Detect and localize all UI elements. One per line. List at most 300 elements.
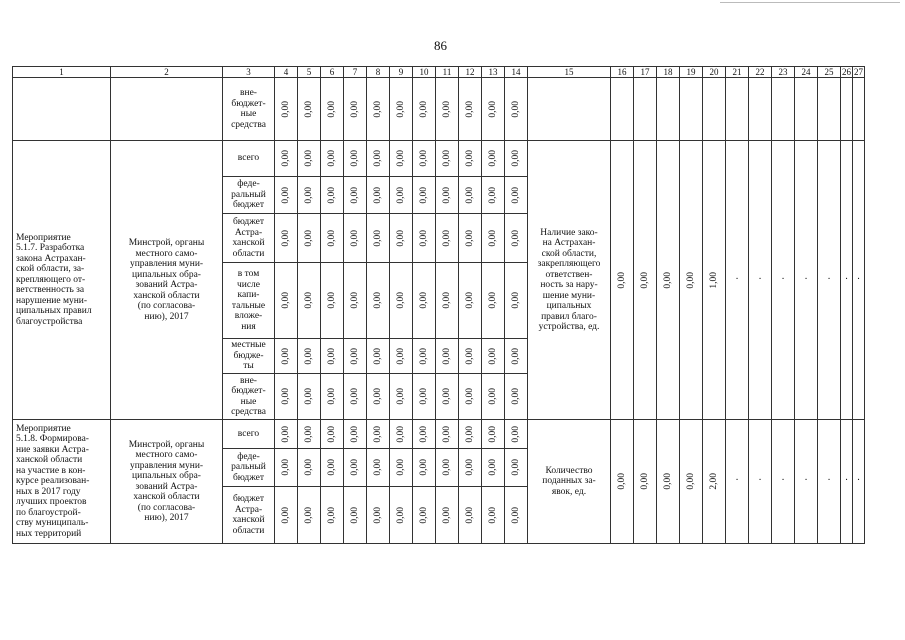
target-dot: [726, 141, 749, 420]
value-cell: [413, 420, 436, 449]
event-5-1-7-indicator-text: Наличие зако- на Астрахан- ской области, закрепляющего ответствен- ность за нару- шение муни- ципальных правил благо- устройства, ед.: [537, 227, 601, 332]
source-label: [223, 420, 275, 449]
value-cell: [275, 214, 298, 263]
event-5-1-7-name-text: Мероприятие 5.1.7. Разработка закона Астрахан- ской области, за- крепляющего от- ветственность за нарушение муни- ципальных правил благоустройства: [16, 232, 92, 327]
table-row: [13, 141, 865, 177]
value-cell-text: 0,00: [349, 292, 360, 309]
value-cell-text: 0,00: [303, 347, 314, 365]
value-cell-text: 0,00: [487, 425, 498, 443]
value-cell: [390, 339, 413, 374]
col-header-10-text: 10: [419, 67, 429, 77]
value-cell-text: 0,00: [303, 506, 314, 524]
event-5-1-8-indicator: [528, 420, 611, 544]
value-cell-text: 0,00: [303, 100, 314, 118]
target-dot: [818, 420, 841, 544]
col-header-7: [344, 67, 367, 78]
value-cell: [344, 177, 367, 214]
value-cell: [390, 141, 413, 177]
col-header-20: [703, 67, 726, 78]
value-cell-text: 0,00: [280, 229, 291, 247]
value-cell: [367, 339, 390, 374]
col-header-23-text: 23: [778, 67, 788, 77]
target-dot-text: ·: [735, 273, 739, 285]
budget-table: [12, 66, 865, 544]
value-cell-text: 0,00: [326, 506, 337, 524]
value-cell: [298, 177, 321, 214]
col-header-11: [436, 67, 459, 78]
col-header-16-text: 16: [617, 67, 627, 77]
value-cell-text: 0,00: [441, 459, 452, 476]
col-header-7-text: 7: [352, 67, 358, 77]
target-dot-text: ·: [844, 475, 849, 487]
value-cell-text: 0,00: [372, 292, 383, 309]
source-label-text: вне- бюджет- ные средства: [231, 375, 266, 417]
col-header-8: [367, 67, 390, 78]
value-cell: [321, 420, 344, 449]
target-dot: [772, 141, 795, 420]
col-header-26-text: 26: [842, 67, 851, 77]
target-value: [657, 420, 680, 544]
source-label: [223, 339, 275, 374]
value-cell-text: 0,00: [372, 186, 383, 204]
value-cell: [459, 263, 482, 339]
value-cell: [344, 339, 367, 374]
value-cell: [321, 214, 344, 263]
source-label-text: всего: [237, 153, 260, 164]
event-5-1-8-executor-text: Минстрой, органы местного само- управления муни- ципальных обра- зований Астра- ханской области (по согласова- нию), 2017: [128, 439, 205, 523]
event-5-1-7-indicator: [528, 141, 611, 420]
col-header-22-text: 22: [755, 67, 765, 77]
value-cell-text: 0,00: [487, 459, 498, 476]
col-header-3: [223, 67, 275, 78]
value-cell-text: 0,00: [372, 347, 383, 365]
target-dot-text: ·: [827, 273, 831, 285]
value-cell: [390, 78, 413, 141]
col-header-16: [611, 67, 634, 78]
value-cell: [321, 339, 344, 374]
target-dot: [749, 420, 772, 544]
target-value-text: 0,00: [685, 271, 696, 289]
value-cell-text: 0,00: [418, 100, 429, 118]
target-dot: [841, 420, 853, 544]
col-header-25-text: 25: [824, 67, 834, 77]
value-cell: [275, 449, 298, 487]
target-value: [680, 420, 703, 544]
value-cell: [275, 177, 298, 214]
value-cell-text: 0,00: [395, 150, 406, 167]
value-cell: [436, 263, 459, 339]
value-cell-text: 0,00: [326, 292, 337, 309]
event-5-1-8-name: [13, 420, 111, 544]
value-cell-text: 0,00: [303, 292, 314, 309]
value-cell: [298, 449, 321, 487]
event-5-1-7-executor: [111, 141, 223, 420]
col-header-12: [459, 67, 482, 78]
value-cell: [482, 263, 505, 339]
value-cell-text: 0,00: [510, 100, 521, 118]
value-cell-text: 0,00: [441, 186, 452, 204]
value-cell: [367, 420, 390, 449]
target-dot-text: ·: [804, 475, 808, 487]
target-value-text: 0,00: [685, 473, 696, 490]
target-dot-text: ·: [804, 273, 808, 285]
value-cell-text: 0,00: [418, 425, 429, 443]
value-cell: [505, 177, 528, 214]
col-header-27: [853, 67, 865, 78]
value-cell-text: 0,00: [280, 347, 291, 365]
target-dot: [841, 141, 853, 420]
value-cell-text: 0,00: [303, 388, 314, 405]
value-cell-text: 0,00: [326, 186, 337, 204]
value-cell: [321, 449, 344, 487]
value-cell: [321, 487, 344, 544]
source-label: [223, 177, 275, 214]
value-cell: [367, 177, 390, 214]
target-dot-text: ·: [781, 475, 785, 487]
value-cell-text: 0,00: [349, 388, 360, 405]
col-header-9: [390, 67, 413, 78]
value-cell: [344, 374, 367, 420]
value-cell-text: 0,00: [441, 506, 452, 524]
value-cell: [298, 263, 321, 339]
target-dot: [795, 141, 818, 420]
target-value-text: 0,00: [639, 271, 650, 289]
value-cell: [275, 374, 298, 420]
value-cell: [321, 141, 344, 177]
col-header-25: [818, 67, 841, 78]
table-row: [13, 78, 865, 141]
value-cell: [482, 78, 505, 141]
col-header-2: [111, 67, 223, 78]
value-cell: [367, 487, 390, 544]
value-cell-text: 0,00: [395, 186, 406, 204]
value-cell-text: 0,00: [464, 292, 475, 309]
source-label-text: местные бюдже- ты: [231, 340, 266, 372]
value-cell: [505, 487, 528, 544]
value-cell-text: 0,00: [326, 347, 337, 365]
value-cell-text: 0,00: [280, 388, 291, 405]
empty-cell: [841, 78, 853, 141]
value-cell: [436, 141, 459, 177]
target-dot-text: ·: [781, 273, 785, 285]
value-cell-text: 0,00: [441, 292, 452, 309]
value-cell-text: 0,00: [372, 100, 383, 118]
value-cell-text: 0,00: [395, 388, 406, 405]
value-cell-text: 0,00: [349, 186, 360, 204]
empty-cell: [726, 78, 749, 141]
value-cell: [344, 214, 367, 263]
empty-cell: [749, 78, 772, 141]
col-header-13-text: 13: [488, 67, 498, 77]
value-cell: [459, 449, 482, 487]
target-value: [611, 141, 634, 420]
source-label-text: вне- бюджет- ные средства: [231, 88, 266, 130]
value-cell-text: 0,00: [303, 150, 314, 167]
target-value-text: 0,00: [662, 271, 673, 289]
col-header-15: [528, 67, 611, 78]
value-cell: [321, 374, 344, 420]
col-header-14-text: 14: [511, 67, 521, 77]
value-cell-text: 0,00: [280, 292, 291, 309]
value-cell: [413, 449, 436, 487]
indicator-cell: [528, 78, 611, 141]
empty-cell: [772, 78, 795, 141]
value-cell: [390, 214, 413, 263]
value-cell-text: 0,00: [303, 425, 314, 443]
event-5-1-8-indicator-text: Количество поданных за- явок, ед.: [542, 465, 596, 497]
value-cell-text: 0,00: [372, 388, 383, 405]
value-cell-text: 0,00: [441, 425, 452, 443]
value-cell: [413, 214, 436, 263]
value-cell-text: 0,00: [418, 506, 429, 524]
value-cell-text: 0,00: [326, 229, 337, 247]
value-cell-text: 0,00: [418, 229, 429, 247]
value-cell: [390, 487, 413, 544]
value-cell: [344, 487, 367, 544]
value-cell-text: 0,00: [395, 425, 406, 443]
col-header-23: [772, 67, 795, 78]
value-cell-text: 0,00: [326, 100, 337, 118]
value-cell-text: 0,00: [510, 150, 521, 167]
value-cell: [413, 177, 436, 214]
value-cell-text: 0,00: [418, 292, 429, 309]
col-header-10: [413, 67, 436, 78]
value-cell: [367, 214, 390, 263]
target-dot-text: ·: [856, 273, 861, 285]
value-cell-text: 0,00: [487, 347, 498, 365]
col-header-21: [726, 67, 749, 78]
event-5-1-8-executor: [111, 420, 223, 544]
event-5-1-7-name: [13, 141, 111, 420]
empty-cell: [657, 78, 680, 141]
source-label-text: всего: [237, 428, 260, 439]
value-cell: [436, 420, 459, 449]
event-5-1-7-executor-text: Минстрой, органы местного само- управления муни- ципальных обра- зований Астра- ханской области (по согласова- нию), 2017: [128, 238, 205, 322]
value-cell-text: 0,00: [464, 150, 475, 167]
value-cell-text: 0,00: [441, 150, 452, 167]
value-cell: [344, 420, 367, 449]
source-label-text: феде- ральный бюджет: [231, 451, 266, 483]
value-cell: [482, 449, 505, 487]
value-cell-text: 0,00: [280, 100, 291, 118]
value-cell: [413, 374, 436, 420]
value-cell-text: 0,00: [510, 229, 521, 247]
value-cell: [298, 141, 321, 177]
value-cell: [298, 374, 321, 420]
value-cell-text: 0,00: [349, 100, 360, 118]
col-header-6-text: 6: [329, 67, 335, 77]
value-cell-text: 0,00: [372, 506, 383, 524]
empty-cell: [795, 78, 818, 141]
col-header-15-text: 15: [564, 67, 574, 77]
value-cell-text: 0,00: [303, 229, 314, 247]
value-cell-text: 0,00: [395, 347, 406, 365]
value-cell: [367, 78, 390, 141]
col-header-27-text: 27: [854, 67, 863, 77]
value-cell-text: 0,00: [326, 459, 337, 476]
value-cell: [321, 177, 344, 214]
col-header-5-text: 5: [306, 67, 312, 77]
value-cell: [436, 214, 459, 263]
value-cell-text: 0,00: [510, 388, 521, 405]
source-label: [223, 487, 275, 544]
target-dot-text: ·: [758, 475, 762, 487]
col-header-6: [321, 67, 344, 78]
value-cell: [390, 374, 413, 420]
value-cell: [436, 78, 459, 141]
value-cell: [413, 78, 436, 141]
target-dot: [726, 420, 749, 544]
value-cell-text: 0,00: [464, 100, 475, 118]
target-dot: [749, 141, 772, 420]
value-cell: [275, 339, 298, 374]
target-dot-text: ·: [856, 475, 861, 487]
value-cell-text: 0,00: [510, 186, 521, 204]
value-cell: [390, 449, 413, 487]
target-value-text: 0,00: [662, 473, 673, 490]
value-cell: [436, 449, 459, 487]
target-dot-text: ·: [844, 273, 849, 285]
col-header-21-text: 21: [732, 67, 742, 77]
value-cell: [344, 141, 367, 177]
value-cell: [436, 339, 459, 374]
col-header-24: [795, 67, 818, 78]
col-header-4-text: 4: [283, 67, 289, 77]
source-label-text: бюджет Астра- ханской области: [232, 217, 265, 259]
target-value-text: 1,00: [708, 271, 719, 289]
event-cell: [13, 78, 111, 141]
value-cell-text: 0,00: [395, 292, 406, 309]
value-cell: [367, 263, 390, 339]
value-cell: [298, 420, 321, 449]
value-cell-text: 0,00: [464, 229, 475, 247]
value-cell: [459, 177, 482, 214]
value-cell: [459, 214, 482, 263]
value-cell: [436, 487, 459, 544]
col-header-8-text: 8: [375, 67, 381, 77]
value-cell: [505, 141, 528, 177]
top-decorative-rule: [720, 2, 900, 3]
event-5-1-8-name-text: Мероприятие 5.1.8. Формирова- ние заявки Астра- ханской области на участие в кон- курсе реализован- ных в 2017 году лучших проектов по благоустрой- ству муниципаль- ных территорий: [16, 423, 90, 539]
value-cell: [344, 78, 367, 141]
value-cell: [459, 339, 482, 374]
target-value: [634, 141, 657, 420]
value-cell-text: 0,00: [487, 388, 498, 405]
col-header-19: [680, 67, 703, 78]
header-row: [13, 67, 865, 78]
value-cell: [275, 420, 298, 449]
value-cell: [390, 263, 413, 339]
page-number: 86: [434, 38, 447, 53]
target-dot: [795, 420, 818, 544]
value-cell: [413, 339, 436, 374]
value-cell-text: 0,00: [280, 186, 291, 204]
value-cell-text: 0,00: [510, 425, 521, 443]
value-cell: [298, 339, 321, 374]
value-cell: [459, 374, 482, 420]
value-cell: [390, 177, 413, 214]
value-cell-text: 0,00: [395, 459, 406, 476]
col-header-2-text: 2: [164, 67, 169, 77]
value-cell-text: 0,00: [418, 186, 429, 204]
col-header-1: [13, 67, 111, 78]
value-cell: [298, 214, 321, 263]
target-dot-text: ·: [827, 475, 831, 487]
value-cell: [482, 420, 505, 449]
value-cell: [413, 141, 436, 177]
value-cell: [459, 141, 482, 177]
target-value: [634, 420, 657, 544]
target-value: [680, 141, 703, 420]
target-value-text: 0,00: [616, 271, 627, 289]
value-cell-text: 0,00: [395, 506, 406, 524]
value-cell: [367, 141, 390, 177]
col-header-1-text: 1: [59, 67, 64, 77]
value-cell-text: 0,00: [441, 388, 452, 405]
empty-cell: [818, 78, 841, 141]
value-cell-text: 0,00: [372, 150, 383, 167]
value-cell-text: 0,00: [303, 459, 314, 476]
value-cell: [367, 449, 390, 487]
col-header-3-text: 3: [246, 67, 251, 77]
value-cell-text: 0,00: [441, 229, 452, 247]
value-cell: [505, 263, 528, 339]
target-value-text: 0,00: [639, 473, 650, 490]
col-header-11-text: 11: [442, 67, 452, 77]
value-cell-text: 0,00: [441, 347, 452, 365]
target-value-text: 2,00: [708, 473, 719, 490]
value-cell-text: 0,00: [487, 186, 498, 204]
value-cell-text: 0,00: [303, 186, 314, 204]
value-cell-text: 0,00: [326, 150, 337, 167]
value-cell: [482, 339, 505, 374]
value-cell: [321, 78, 344, 141]
source-label: [223, 141, 275, 177]
value-cell: [505, 214, 528, 263]
value-cell: [275, 487, 298, 544]
value-cell: [367, 374, 390, 420]
value-cell: [482, 141, 505, 177]
value-cell: [413, 263, 436, 339]
source-label: [223, 263, 275, 339]
value-cell-text: 0,00: [280, 150, 291, 167]
value-cell: [298, 78, 321, 141]
value-cell-text: 0,00: [349, 150, 360, 167]
value-cell-text: 0,00: [395, 229, 406, 247]
source-label: [223, 449, 275, 487]
value-cell: [505, 374, 528, 420]
source-label: [223, 214, 275, 263]
value-cell-text: 0,00: [510, 506, 521, 524]
col-header-18-text: 18: [663, 67, 673, 77]
source-label-text: феде- ральный бюджет: [231, 179, 266, 211]
empty-cell: [611, 78, 634, 141]
value-cell-text: 0,00: [487, 150, 498, 167]
empty-cell: [853, 78, 865, 141]
value-cell-text: 0,00: [326, 388, 337, 405]
value-cell-text: 0,00: [441, 100, 452, 118]
value-cell: [505, 339, 528, 374]
value-cell: [482, 374, 505, 420]
source-label: [223, 374, 275, 420]
value-cell-text: 0,00: [418, 347, 429, 365]
value-cell-text: 0,00: [510, 347, 521, 365]
value-cell: [482, 214, 505, 263]
col-header-12-text: 12: [465, 67, 475, 77]
value-cell-text: 0,00: [464, 506, 475, 524]
value-cell-text: 0,00: [487, 506, 498, 524]
value-cell-text: 0,00: [464, 425, 475, 443]
